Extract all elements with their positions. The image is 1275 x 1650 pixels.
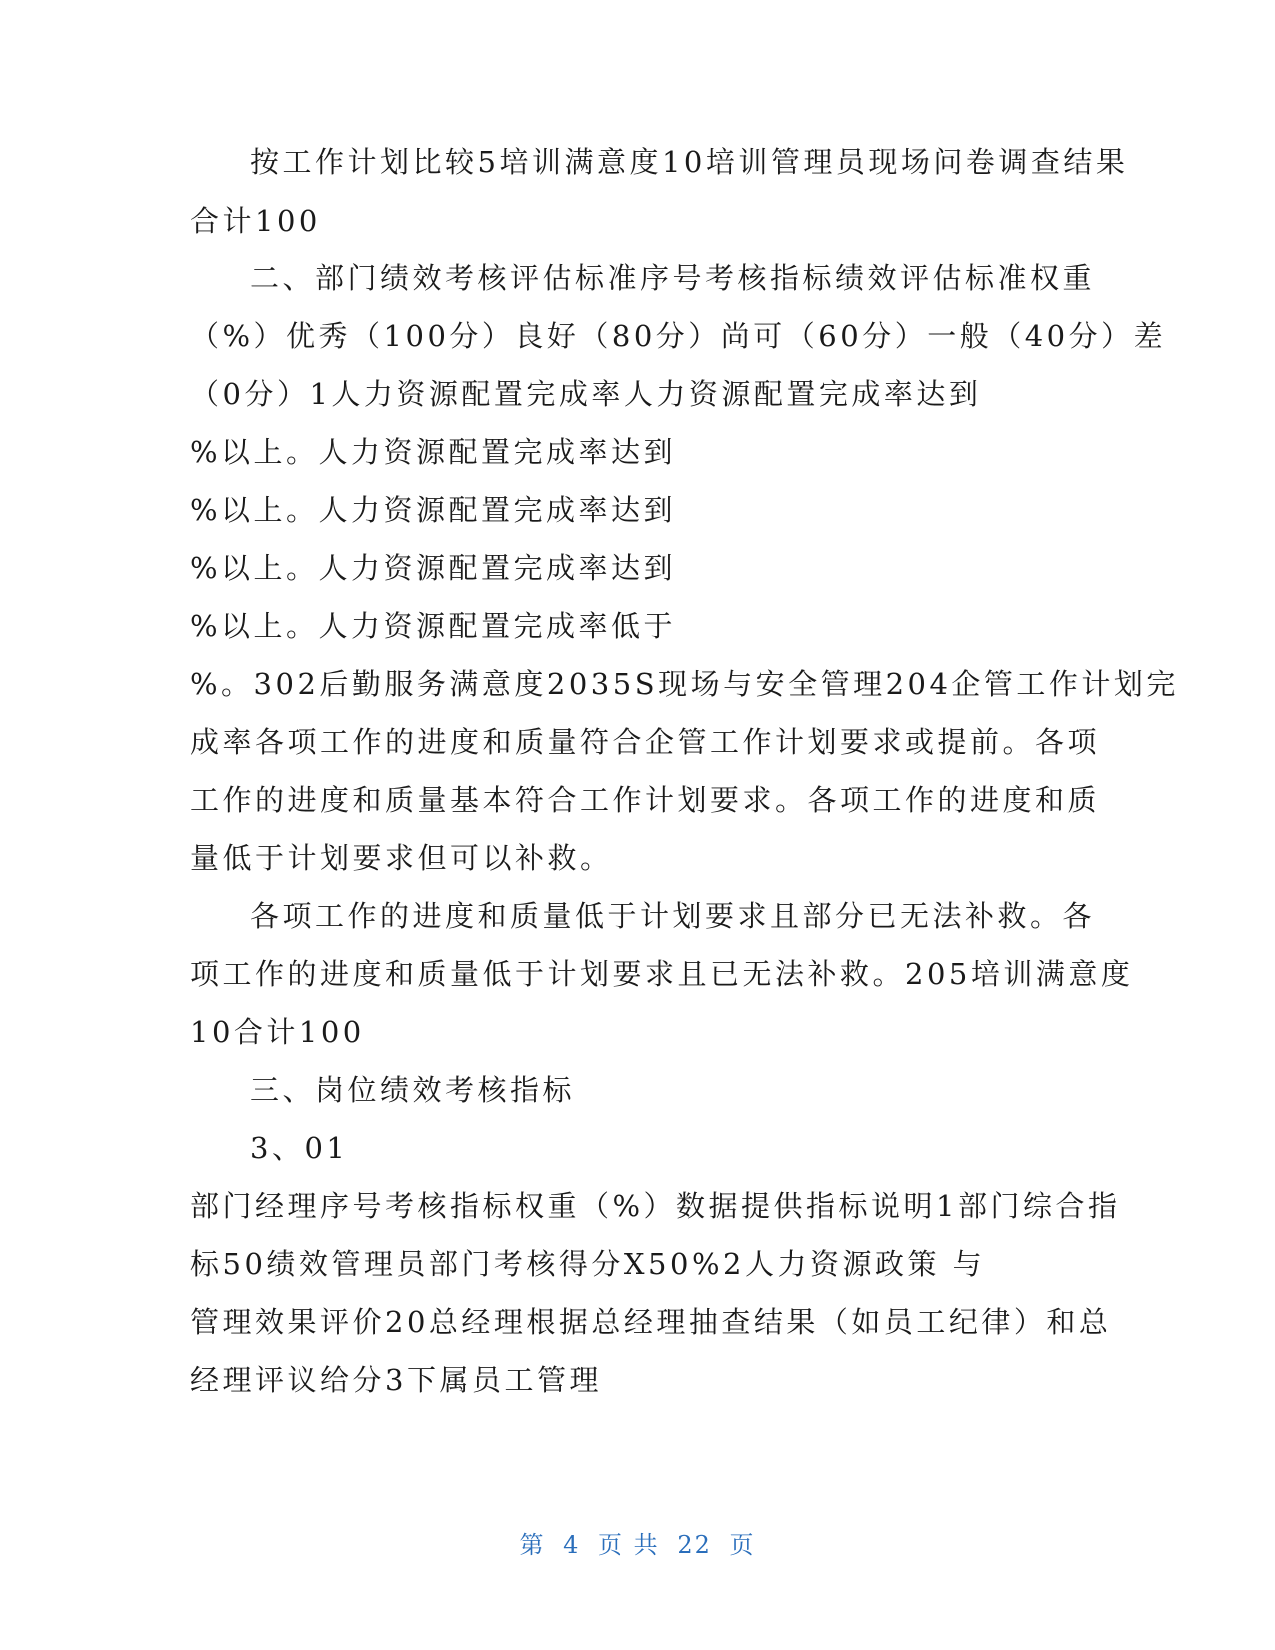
text-line: 成率各项工作的进度和质量符合企管工作计划要求或提前。各项: [190, 725, 1101, 759]
text-line: 10合计100: [190, 1015, 365, 1049]
text-line: %。302后勤服务满意度2035S现场与安全管理204企管工作计划完: [190, 667, 1179, 701]
text-line: 按工作计划比较5培训满意度10培训管理员现场问卷调查结果: [250, 145, 1129, 179]
text-line: （0分）1人力资源配置完成率人力资源配置完成率达到: [190, 377, 982, 411]
footer-suffix: 页: [729, 1531, 756, 1559]
text-line: 合计100: [190, 204, 321, 238]
text-line: 管理效果评价20总经理根据总经理抽查结果（如员工纪律）和总: [190, 1305, 1112, 1339]
section-heading: 三、岗位绩效考核指标: [250, 1073, 576, 1107]
text-line: 部门经理序号考核指标权重（%）数据提供指标说明1部门综合指: [190, 1189, 1121, 1223]
text-line: （%）优秀（100分）良好（80分）尚可（60分）一般（40分）差: [190, 319, 1167, 353]
text-line: %以上。人力资源配置完成率低于: [190, 609, 677, 643]
footer-prefix: 第: [519, 1531, 546, 1559]
text-line: %以上。人力资源配置完成率达到: [190, 551, 677, 585]
text-line: %以上。人力资源配置完成率达到: [190, 493, 677, 527]
subsection-number: 3、01: [250, 1131, 349, 1165]
text-line: 各项工作的进度和质量低于计划要求且部分已无法补救。各: [250, 899, 1096, 933]
page-footer: [0, 1525, 1275, 1560]
text-line: 标50绩效管理员部门考核得分X50%2人力资源政策 与: [190, 1247, 986, 1281]
footer-middle: 页 共: [598, 1531, 660, 1559]
text-line: %以上。人力资源配置完成率达到: [190, 435, 677, 469]
page-number: 4: [563, 1531, 581, 1559]
text-line: 经理评议给分3下属员工管理: [190, 1363, 602, 1397]
total-pages: 22: [677, 1531, 712, 1559]
text-line: 量低于计划要求但可以补救。: [190, 841, 613, 875]
text-line: 项工作的进度和质量低于计划要求且已无法补救。205培训满意度: [190, 957, 1134, 991]
text-line: 二、部门绩效考核评估标准序号考核指标绩效评估标准权重: [250, 261, 1096, 295]
text-line: 工作的进度和质量基本符合工作计划要求。各项工作的进度和质: [190, 783, 1101, 817]
